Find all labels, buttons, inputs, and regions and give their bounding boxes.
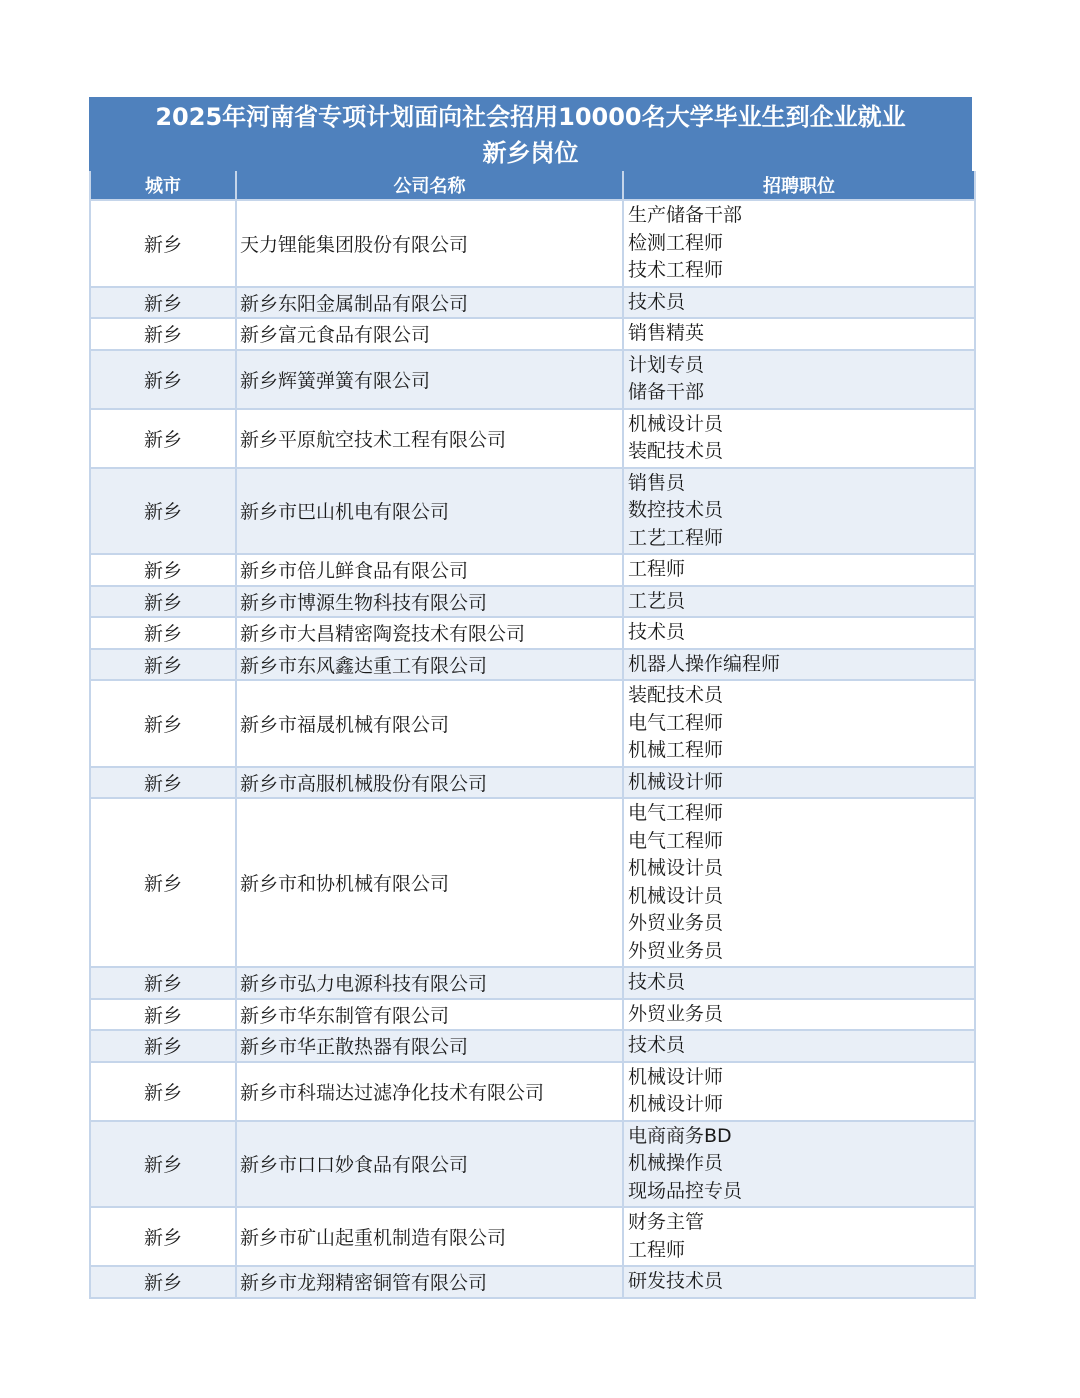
cell-company: 新乡市福晟机械有限公司 <box>236 680 623 767</box>
title-line-2: 新乡岗位 <box>482 139 579 167</box>
cell-city: 新乡 <box>90 967 236 999</box>
cell-positions <box>623 554 975 586</box>
cell-city: 新乡 <box>90 617 236 649</box>
table-row <box>90 554 975 586</box>
position-item: 现场品控专员 <box>628 1179 743 1202</box>
position-item: 技术员 <box>628 1034 686 1056</box>
position-item: 外贸业务员 <box>628 1002 724 1025</box>
table-row <box>90 617 975 649</box>
cell-positions <box>623 1030 975 1062</box>
table-row <box>90 999 975 1031</box>
cell-company: 新乡市大昌精密陶瓷技术有限公司 <box>236 617 623 649</box>
cell-positions <box>623 468 975 555</box>
cell-company: 新乡辉簧弹簧有限公司 <box>236 350 623 409</box>
position-item: 技术员 <box>628 290 686 313</box>
cell-positions <box>623 999 975 1031</box>
cell-company: 新乡市口口妙食品有限公司 <box>236 1121 623 1208</box>
cell-positions <box>623 1062 975 1121</box>
table-body <box>90 200 975 1298</box>
table-row <box>90 649 975 681</box>
cell-company: 新乡市弘力电源科技有限公司 <box>236 967 623 999</box>
cell-city: 新乡 <box>90 586 236 618</box>
table-row <box>90 200 975 287</box>
position-item: 工程师 <box>628 1238 686 1261</box>
position-item: 机械工程师 <box>628 739 724 761</box>
cell-company: 新乡平原航空技术工程有限公司 <box>236 409 623 468</box>
position-item: 机器人操作编程师 <box>628 652 781 675</box>
cell-positions <box>623 200 975 287</box>
cell-company: 新乡市和协机械有限公司 <box>236 798 623 967</box>
table-row <box>90 350 975 409</box>
header-company: 公司名称 <box>236 171 623 200</box>
position-item: 工艺员 <box>628 589 686 612</box>
cell-city: 新乡 <box>90 680 236 767</box>
position-item: 电商商务BD <box>628 1124 732 1147</box>
position-item: 电气工程师 <box>628 711 724 734</box>
table-row <box>90 967 975 999</box>
cell-positions <box>623 649 975 681</box>
cell-company: 新乡市高服机械股份有限公司 <box>236 767 623 799</box>
cell-city: 新乡 <box>90 649 236 681</box>
position-item: 销售精英 <box>628 322 705 344</box>
cell-company: 天力锂能集团股份有限公司 <box>236 200 623 287</box>
positions-table <box>89 171 976 1299</box>
table-header-row <box>90 171 975 200</box>
position-item: 储备干部 <box>628 381 705 403</box>
position-item: 工艺工程师 <box>628 526 724 549</box>
position-item: 机械设计员 <box>628 884 724 907</box>
table-row <box>90 767 975 799</box>
position-item: 数控技术员 <box>628 499 724 521</box>
cell-positions <box>623 1207 975 1266</box>
position-item: 装配技术员 <box>628 684 724 706</box>
cell-positions <box>623 767 975 799</box>
table-row <box>90 409 975 468</box>
position-item: 机械设计员 <box>628 412 724 435</box>
position-item: 机械设计员 <box>628 857 724 879</box>
header-city: 城市 <box>90 171 236 200</box>
table-row <box>90 1030 975 1062</box>
table-row <box>90 1062 975 1121</box>
title-line-1: 2025年河南省专项计划面向社会招用10000名大学毕业生到企业就业 <box>155 103 906 131</box>
cell-positions <box>623 680 975 767</box>
cell-positions <box>623 617 975 649</box>
table-row <box>90 1207 975 1266</box>
cell-positions <box>623 586 975 618</box>
cell-company: 新乡市科瑞达过滤净化技术有限公司 <box>236 1062 623 1121</box>
cell-positions <box>623 798 975 967</box>
position-item: 技术员 <box>628 621 686 643</box>
cell-city: 新乡 <box>90 318 236 350</box>
position-item: 机械设计师 <box>628 770 724 793</box>
table-row <box>90 680 975 767</box>
cell-company: 新乡市华东制管有限公司 <box>236 999 623 1031</box>
cell-city: 新乡 <box>90 1207 236 1266</box>
cell-city: 新乡 <box>90 554 236 586</box>
position-item: 生产储备干部 <box>628 204 743 226</box>
cell-company: 新乡市矿山起重机制造有限公司 <box>236 1207 623 1266</box>
position-item: 计划专员 <box>628 353 705 376</box>
cell-city: 新乡 <box>90 1030 236 1062</box>
cell-positions <box>623 967 975 999</box>
cell-city: 新乡 <box>90 1266 236 1298</box>
header-positions: 招聘职位 <box>623 171 975 200</box>
cell-positions <box>623 409 975 468</box>
cell-city: 新乡 <box>90 999 236 1031</box>
position-item: 机械操作员 <box>628 1152 724 1174</box>
position-item: 电气工程师 <box>628 802 724 824</box>
position-item: 技术工程师 <box>628 259 724 281</box>
position-item: 机械设计师 <box>628 1065 724 1088</box>
cell-city: 新乡 <box>90 798 236 967</box>
position-item: 检测工程师 <box>628 231 724 254</box>
table-row <box>90 318 975 350</box>
position-item: 研发技术员 <box>628 1270 724 1292</box>
table-row <box>90 586 975 618</box>
cell-positions <box>623 1266 975 1298</box>
position-item: 外贸业务员 <box>628 912 724 934</box>
cell-company: 新乡市东风鑫达重工有限公司 <box>236 649 623 681</box>
cell-positions <box>623 1121 975 1208</box>
position-item: 销售员 <box>628 471 686 494</box>
position-item: 外贸业务员 <box>628 939 724 962</box>
table-row <box>90 1266 975 1298</box>
cell-positions <box>623 350 975 409</box>
cell-positions <box>623 318 975 350</box>
cell-company: 新乡市华正散热器有限公司 <box>236 1030 623 1062</box>
position-item: 技术员 <box>628 971 686 993</box>
cell-city: 新乡 <box>90 1121 236 1208</box>
cell-city: 新乡 <box>90 767 236 799</box>
cell-city: 新乡 <box>90 409 236 468</box>
position-item: 装配技术员 <box>628 440 724 462</box>
cell-city: 新乡 <box>90 350 236 409</box>
cell-company: 新乡市巴山机电有限公司 <box>236 468 623 555</box>
table-row <box>90 798 975 967</box>
position-item: 机械设计师 <box>628 1093 724 1115</box>
cell-company: 新乡市博源生物科技有限公司 <box>236 586 623 618</box>
cell-company: 新乡市倍儿鲜食品有限公司 <box>236 554 623 586</box>
position-item: 工程师 <box>628 558 686 580</box>
cell-city: 新乡 <box>90 200 236 287</box>
cell-company: 新乡市龙翔精密铜管有限公司 <box>236 1266 623 1298</box>
table-row <box>90 287 975 319</box>
cell-positions <box>623 287 975 319</box>
position-item: 电气工程师 <box>628 829 724 852</box>
recruitment-sheet <box>89 97 972 1299</box>
sheet-title <box>89 97 972 171</box>
table-row <box>90 1121 975 1208</box>
table-row <box>90 468 975 555</box>
position-item: 财务主管 <box>628 1211 705 1233</box>
cell-city: 新乡 <box>90 287 236 319</box>
cell-city: 新乡 <box>90 1062 236 1121</box>
cell-company: 新乡东阳金属制品有限公司 <box>236 287 623 319</box>
cell-company: 新乡富元食品有限公司 <box>236 318 623 350</box>
cell-city: 新乡 <box>90 468 236 555</box>
